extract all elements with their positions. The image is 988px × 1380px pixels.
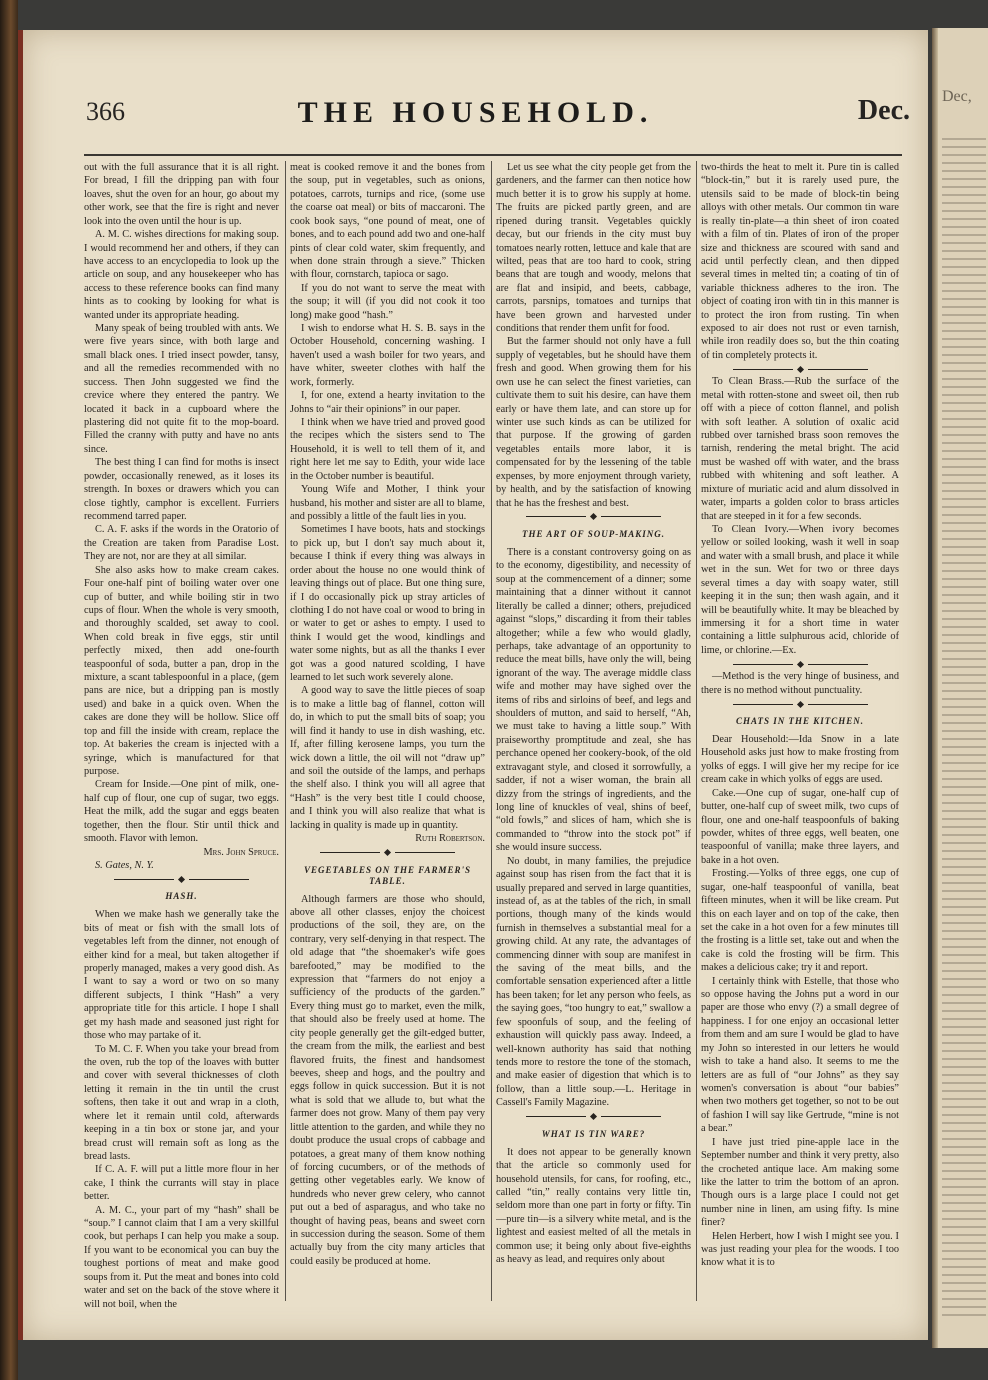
masthead-title: THE HOUSEHOLD.	[297, 96, 654, 129]
paragraph: If you do not want to serve the meat with the soup; it will (if you did not cook it too long) make good “hash.”	[290, 282, 485, 321]
paragraph: A good way to save the little pieces of soap is to make a little bag of flannel, cotton will do, in which to put the small bits of soap; you will find it handy to use in dish washing, etc. If, after filling kerosene lamps, you turn the wick down a little, the oil will not “draw up” and soil the outside of the lamps, and perhaps the shelf also. I think you will all agree that “Hash” is the very best title I could choose, and I think you will also realize that what is lacking in quality is made up in quantity.	[290, 685, 485, 831]
article-heading: WHAT IS TIN WARE?	[541, 1128, 646, 1139]
paragraph: There is a constant controversy going on as to the economy, digestibility, and necessity of soup at the commencement of a dinner; some maintaining that a dinner without it cannot literally be called a dinner; others, prejudiced against “slops,” discarding it from their tables altogether; while a few who would gladly, perhaps, take advantage of an opportunity to reduce the meat bills, have only the will, being ignorant of the way. The average middle class wife and mother may have sighed over the items of ribs and sirloins of beef, and legs and shoulders of mutton, and said to herself, “Ah, we must take to having a little soup.” With praiseworthy promptitude and zeal, she has perchance opened her cookery-book, of the old extravagant style, and closed it sorrowfully, a sadder, if not a wiser woman, the brain all dizzy from the strings of ingredients, and the long line of knuckles of veal, shins of beef, “old fowls,” and slices of ham, which she is commanded to “throw into the stock pot” if she would insure success.	[496, 546, 691, 854]
section-divider	[701, 660, 899, 668]
paragraph: I have just tried pine-apple lace in the September number and think it very pretty, also the crocheted antique lace. Am making some like the latter to trim the bottom of an apron. Though ours is a large place I could not get number nine in linen, am using fifty. Is mine finer?	[701, 1136, 899, 1229]
paragraph: But the farmer should not only have a full supply of vegetables, but he should have them fresh and good. When growing them for his own use he can select the finest varieties, can cultivate them to suit his desire, can have them early or have them late, and can store up for winter use such kinds as can be utilized for that purpose. If the growing of garden vegetables entails more labor, it is compensated for by the lessening of the table expenses, by more enjoyment through variety, by health, and by the satisfaction of knowing that he has the freshest and best.	[496, 336, 691, 509]
paragraph: meat is cooked remove it and the bones from the soup, put in vegetables, such as onions, potatoes, carrots, turnips and rice, (some use the coarse oat meal) or bits of maccaroni. The cook book says, “one pound of meat, one of bones, and to each pound add two and one-half pints of clear cold water, skim frequently, and when done strain through a sieve.” Thicken with flour, cornstarch, tapioca or sago.	[290, 162, 485, 281]
paragraph: Helen Herbert, how I wish I might see you. I was just reading your plea for the woods. I too know what it is to	[701, 1230, 899, 1269]
paragraph: out with the full assurance that it is all right. For bread, I fill the dripping pan with four loaves, shut the oven for an hour, go about my other work, see that the fire is right and never look into the oven until the hour is up.	[84, 162, 279, 227]
paragraph: If C. A. F. will put a little more flour in her cake, I think the currants will stay in place better.	[84, 1164, 279, 1203]
paragraph: —Method is the very hinge of business, and there is no method without punctuality.	[701, 671, 899, 696]
section-divider	[701, 700, 899, 708]
article-heading: VEGETABLES ON THE FARMER'S TABLE.	[304, 864, 471, 886]
paragraph: I, for one, extend a hearty invitation to the Johns to “air their opinions” in our paper.	[290, 390, 485, 415]
paragraph: Although farmers are those who should, above all other classes, enjoy the choicest productions of the soil, they are, on the contrary, very self-denying in that respect. The old adage that “the shoemaker's wife goes barefooted,” may be modified to the expression that “farmers do not enjoy a sufficiency of the products of the garden.” Every thing must go to market, even the milk, that should also be freely used at home. The city people generally get the gilt-edged butter, the cream from the milk, the earliest and best flavored fruits, the finest and handsomest beeves, sheep and hogs, and the poultry and eggs follow in quick succession. But it is not what is sold that we allude to, but what the farmer does not grow. Many of them pay very little attention to the garden, and while they no doubt produce the usual crops of cabbage and potatoes, a great many of them know nothing of forcing cucumbers, or of the methods of getting other vegetables early. We know of hundreds who never grew celery, who cannot put out a bed of asparagus, and who take no thought of having peas, beans and sweet corn in succession during the season. Some of them actually buy from the city many articles that could easily be produced at home.	[290, 893, 485, 1267]
paragraph: I certainly think with Estelle, that those who so oppose having the Johns put a word in our paper are those who envy (?) a small degree of happiness. I for one enjoy an occasional letter from them and am sure I would be glad to have my John so interested in our letters he would wish to take a hand also. It seems to me the letters are as full of “our Johns” as they say women's conversation is about “our babies” when two mothers get together, so not to be out of fashion I will say like Gertrude, “mine is not a bear.”	[701, 975, 899, 1135]
paragraph: Many speak of being troubled with ants. We were five years since, with both large and small black ones. I tried insect powder, tansy, and all the remedies recommended with no success. Then John suggested we find the crevice where they entered the pantry. We located it back in a cupboard where the plastering did not quite fit to the mop-board. Filled the cranny with putty and have no ants since.	[84, 323, 279, 455]
page-header	[23, 93, 928, 133]
newspaper-page	[23, 30, 928, 1340]
section-divider	[496, 1113, 691, 1121]
paragraph: C. A. F. asks if the words in the Oratorio of the Creation are taken from Paradise Lost. They are not, nor are they at all similar.	[84, 524, 279, 563]
header-rule	[84, 154, 902, 156]
section-divider	[84, 875, 279, 883]
article-heading: THE ART OF SOUP-MAKING.	[521, 528, 666, 539]
page-gutter	[932, 28, 938, 1348]
paragraph: Dear Household:—Ida Snow in a late Household asks just how to make frosting from yolks of eggs. I will give her my recipe for ice cream cake in which yolks of eggs are used.	[701, 734, 899, 786]
paragraph: Sometimes I have boots, hats and stockings to pick up, but I don't say much about it, because I think if every thing was always in order about the house no one would think of leaving things out of place. But one thing sure, if I do occasionally pick up stray articles of clothing I do not have coal or wood to bring in or water to get or ashes to empty. I used to think I would get the wood, kindlings and water some nights, but as all the thanks I ever got was a good natured scolding, I have learned to let such work severely alone.	[290, 524, 485, 684]
paragraph: Let us see what the city people get from the gardeners, and the farmer can then notice how much better it is to grow his supply at home. The fruits are picked partly green, and are ripened during transit. Vegetables quickly decay, but our friends in the city must buy tomatoes nearly rotten, lettuce and kale that are wilted, peas that are too hard to cook, string beans that are tough and woody, melons that are flat and insipid, and beets, cabbage, carrots, parsnips, tomatoes and turnips that have been grown and harvested under conditions that render them unfit for food.	[496, 162, 691, 335]
paragraph: It does not appear to be generally known that the article so commonly used for household utensils, for cans, for roofing, etc., called “tin,” really contains very little tin, seldom more than one part in forty or fifty. Tin—pure tin—is a silvery white metal, and is the lightest and easiest melted of all the metals in common use; it being only about five-eighths as heavy as lead, and requires only about	[496, 1146, 691, 1266]
section-divider	[496, 513, 691, 521]
paragraph: Young Wife and Mother, I think your husband, his mother and sister are all to blame, and possibly a little of the fault lies in you.	[290, 484, 485, 522]
paragraph: The best thing I can find for moths is insect powder, occasionally renewed, as it loses its strength. In boxes or drawers which you can close tightly, camphor is excellent. Furriers recommend tarred paper.	[84, 457, 279, 522]
paragraph: A. M. C. wishes directions for making soup. I would recommend her and others, if they can have access to an encyclopedia to look up the article on soup, and any housekeeper who has access to these reference books can find many hints as to cooking by looking for what is wanted under its appropriate heading.	[84, 229, 279, 321]
paragraph: I wish to endorse what H. S. B. says in the October Household, concerning washing. I haven't used a wash boiler for two years, and have whiter, sweeter clothes with half the work, formerly.	[290, 323, 485, 388]
paragraph: No doubt, in many families, the prejudice against soup has risen from the fact that it is usually prepared and served in large quantities, instead of, as at the tables of the rich, in small portions, though many of the kinds would furnish in themselves a substantial meal for a growing child. At any rate, the advantages of commencing dinner with soup are manifest in the saving of the meat bills, and the comfortable sensation experienced after a little has been taken; for let any person who feels, as the saying goes, “too hungry to eat,” swallow a few spoonfuls of soup, and the feeling of exhaustion will quickly pass away. Indeed, a well-known authority has said that nothing tends more to restore the tone of the stomach, and make easier of digestion that which is to follow, than a little soup.—L. Heritage in Cassell's Family Magazine.	[496, 855, 691, 1109]
paragraph: To M. C. F. When you take your bread from the oven, rub the top of the loaves with butter and cover with several thicknesses of cloth letting it remain in the tin until the crust softens, then take it out and wrap in a cloth, where let it remain until cold, afterwards keeping in a tin box or stone jar, and your bread crust will remain soft as long as the bread lasts.	[84, 1043, 279, 1162]
paragraph: Frosting.—Yolks of three eggs, one cup of sugar, one-half teaspoonful of vanilla, beat fifteen minutes, when it will be like cream. Put this on each layer and on top of the cake, then set the cake in a hot oven for a few minutes till the frosting is a little set, take out and when the cake is cold the frosting will be firm. This makes a delicious cake; try it and report.	[701, 868, 899, 974]
paragraph: To Clean Brass.—Rub the surface of the metal with rotten-stone and sweet oil, then rub off with a piece of cotton flannel, and polish with soft leather. A solution of oxalic acid rubbed over tarnished brass soon removes the tarnish, rendering the metal bright. The acid must be washed off with water, and the brass rubbed with whitening and soft leather. A mixture of muriatic acid and alum dissolved in water, imparts a golden color to brass articles that are steeped in it for a few seconds.	[701, 376, 899, 522]
paragraph: Cream for Inside.—One pint of milk, one-half cup of flour, one cup of sugar, two eggs. Heat the milk, add the sugar and eggs beaten together, then the flour. Stir until thick and smooth. Flavor with lemon.	[84, 779, 279, 845]
column-divider	[696, 161, 697, 1301]
article-heading: HASH.	[165, 891, 198, 902]
paragraph: To Clean Ivory.—When ivory becomes yellow or soiled looking, wash it well in soap and water with a small brush, and place it while wet in the sun. Wet for two or three days several times a day with soapy water, still keeping it in the sun; then wash again, and it will be beautifully white. It may be bleached by immersing it for a short time in water containing a little sulphurous acid, chloride of lime, or chlorine.—Ex.	[701, 523, 899, 656]
author-signature: Ruth Robertson.	[415, 833, 485, 845]
paragraph: When we make hash we generally take the bits of meat or fish with the small lots of vegetables left from the dinner, not enough of either kind for a meal, but taken altogether if properly managed, makes a very good dish. As I want to say a word or two on so many different subjects, I think “Hash” a very appropriate title for this article. I hope I shall get my hash made and seasoned just right for those who may partake of it.	[84, 909, 279, 1042]
adjacent-page-header: Dec,	[942, 88, 972, 105]
text-column-4	[701, 161, 899, 1311]
author-signature: Mrs. John Spruce.	[203, 846, 279, 858]
paragraph: two-thirds the heat to melt it. Pure tin is called “block-tin,” but it is rarely used pure, the utensils said to be made of block-tin being alloys with other metals. Our common tin ware is really tin-plate—a thin sheet of iron coated with a film of tin. Plates of iron of the proper size and thickness are scoured with sand and acid until perfectly clean, and then dipped several times in melted tin; a coating of tin of variable thickness adheres to the iron. The object of coating iron with tin in this manner is to protect the iron from rusting. Tin when exposed to air does not rust or even tarnish, while iron readily does so, but the thin coating of tin completely protects it.	[701, 162, 899, 361]
adjacent-page-text	[942, 138, 986, 1318]
paragraph: I think when we have tried and proved good the recipes which the sisters send to The Household, it is well to tell them of it, and right here let me say to Edith, your wide lace in the October number is beautiful.	[290, 417, 485, 482]
paragraph: A. M. C., your part of my “hash” shall be “soup.” I cannot claim that I am a very skillful cook, but perhaps I can help you make a soup. If you want to be economical you can buy the toughest portions of meat and make good soups from it. Put the meat and bones into cold water and set on the back of the stove where it will not boil, when the	[84, 1204, 279, 1310]
section-divider	[701, 365, 899, 373]
text-column-2	[290, 161, 485, 1311]
column-divider	[491, 161, 492, 1301]
column-divider	[285, 161, 286, 1301]
page-number: 366	[86, 97, 125, 126]
paragraph: She also asks how to make cream cakes. Four one-half pint of boiling water over one cup of butter, and while boiling stir in two cups of flour. When the whole is very smooth, and thoroughly scalded, set away to cool. When cold break in five eggs, stir until perfectly mixed, then add one-fourth teaspoonful of soda, butter a pan, drop in the mixture, a scant tablespoonful in a place, (gem pans are nice, but a dripping pan is mostly used) and bake in a quick oven. When the cakes are done they will be hollow. Slice off top and fill the inside with cream, replace the top. At bakeries the cream is injected with a syringe, which is manufactured for that purpose.	[84, 564, 279, 777]
book-binding	[0, 0, 18, 1380]
issue-month: Dec.	[857, 95, 910, 126]
section-divider	[290, 849, 485, 857]
article-heading: CHATS IN THE KITCHEN.	[735, 716, 865, 727]
text-column-3	[496, 161, 691, 1311]
text-column-1	[84, 161, 279, 1311]
adjacent-page-edge	[932, 28, 988, 1348]
author-location: S. Gates, N. Y.	[95, 859, 154, 871]
paragraph: Cake.—One cup of sugar, one-half cup of butter, one-half cup of sweet milk, two cups of flour, one and one-half teaspoonfuls of baking powder, whites of three eggs, well beaten, one teaspoonful of vanilla; make three layers, and bake in a hot oven.	[701, 787, 899, 866]
